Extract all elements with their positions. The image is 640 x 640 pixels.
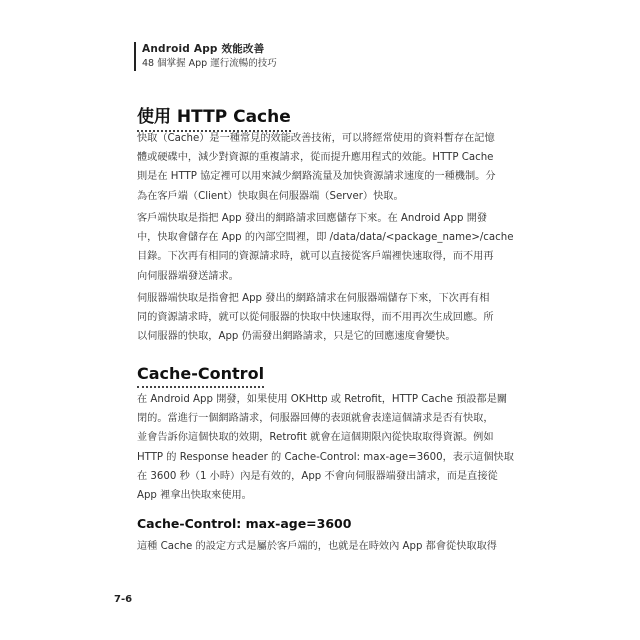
text-line: App 裡拿出快取來使用。 [137, 490, 252, 502]
text-line: 這種 Cache 的設定方式是屬於客戶端的，也就是在時效內 App 都會從快取取得 [137, 541, 497, 552]
paragraph-server-cache [137, 289, 494, 347]
text-line: HTTP 的 Response header 的 Cache-Control: max-age=3600，表示這個快取 [137, 451, 514, 463]
book-subtitle: 48 個掌握 App 運行流暢的技巧 [142, 58, 277, 69]
text-line: 則是在 HTTP 協定裡可以用來減少網路流量及加快資源請求速度的一種機制。分 [137, 171, 496, 183]
text-line: 閉的。當進行一個網路請求，伺服器回傳的表頭就會表達這個請求是否有快取， [137, 413, 494, 425]
paragraph-cache-intro [137, 129, 496, 206]
section-heading-http-cache: 使用 HTTP Cache [137, 102, 291, 132]
paragraph-max-age [137, 537, 497, 556]
book-title: Android App 效能改善 [142, 43, 265, 55]
text-line: 快取（Cache）是一種常見的效能改善技術，可以將經常使用的資料暫存在記憶 [137, 133, 495, 144]
text-line: 在 3600 秒（1 小時）內是有效的，App 不會向伺服器端發出請求，而是直接從 [137, 470, 498, 482]
paragraph-cache-control [137, 390, 514, 505]
running-header [134, 42, 277, 71]
text-line: 同的資源請求時，就可以從伺服器的快取中快速取得，而不用再次生成回應。所 [137, 312, 494, 324]
text-line: 體或硬碟中，減少對資源的重複請求，從而提升應用程式的效能。HTTP Cache [137, 152, 494, 164]
text-line: 客戶端快取是指把 App 發出的網路請求回應儲存下來。在 Android App 開發 [137, 213, 488, 224]
text-line: 目錄。下次再有相同的資源請求時，就可以直接從客戶端裡快速取得，而不用再 [137, 251, 494, 263]
text-line: 並會告訴你這個快取的效期，Retrofit 就會在這個期限內從快取取得資源。例如 [137, 432, 494, 444]
text-line: 中，快取會儲存在 App 的內部空間裡，即 /data/data/<package_name>/cache [137, 232, 514, 244]
text-line: 為在客戶端（Client）快取與在伺服器端（Server）快取。 [137, 190, 404, 202]
subheading-max-age: Cache-Control: max-age=3600 [137, 516, 352, 531]
text-line: 伺服器端快取是指會把 App 發出的網路請求在伺服器端儲存下來，下次再有相 [137, 293, 490, 304]
page-number: 7-6 [114, 594, 133, 605]
text-line: 向伺服器端發送請求。 [137, 270, 239, 282]
paragraph-client-cache [137, 209, 514, 286]
text-line: 以伺服器的快取，App 仍需發出網路請求，只是它的回應速度會變快。 [137, 331, 456, 343]
text-line: 在 Android App 開發，如果使用 OKHttp 或 Retrofit，HTTP Cache 預設都是關 [137, 394, 508, 405]
section-heading-cache-control: Cache-Control [137, 364, 264, 388]
